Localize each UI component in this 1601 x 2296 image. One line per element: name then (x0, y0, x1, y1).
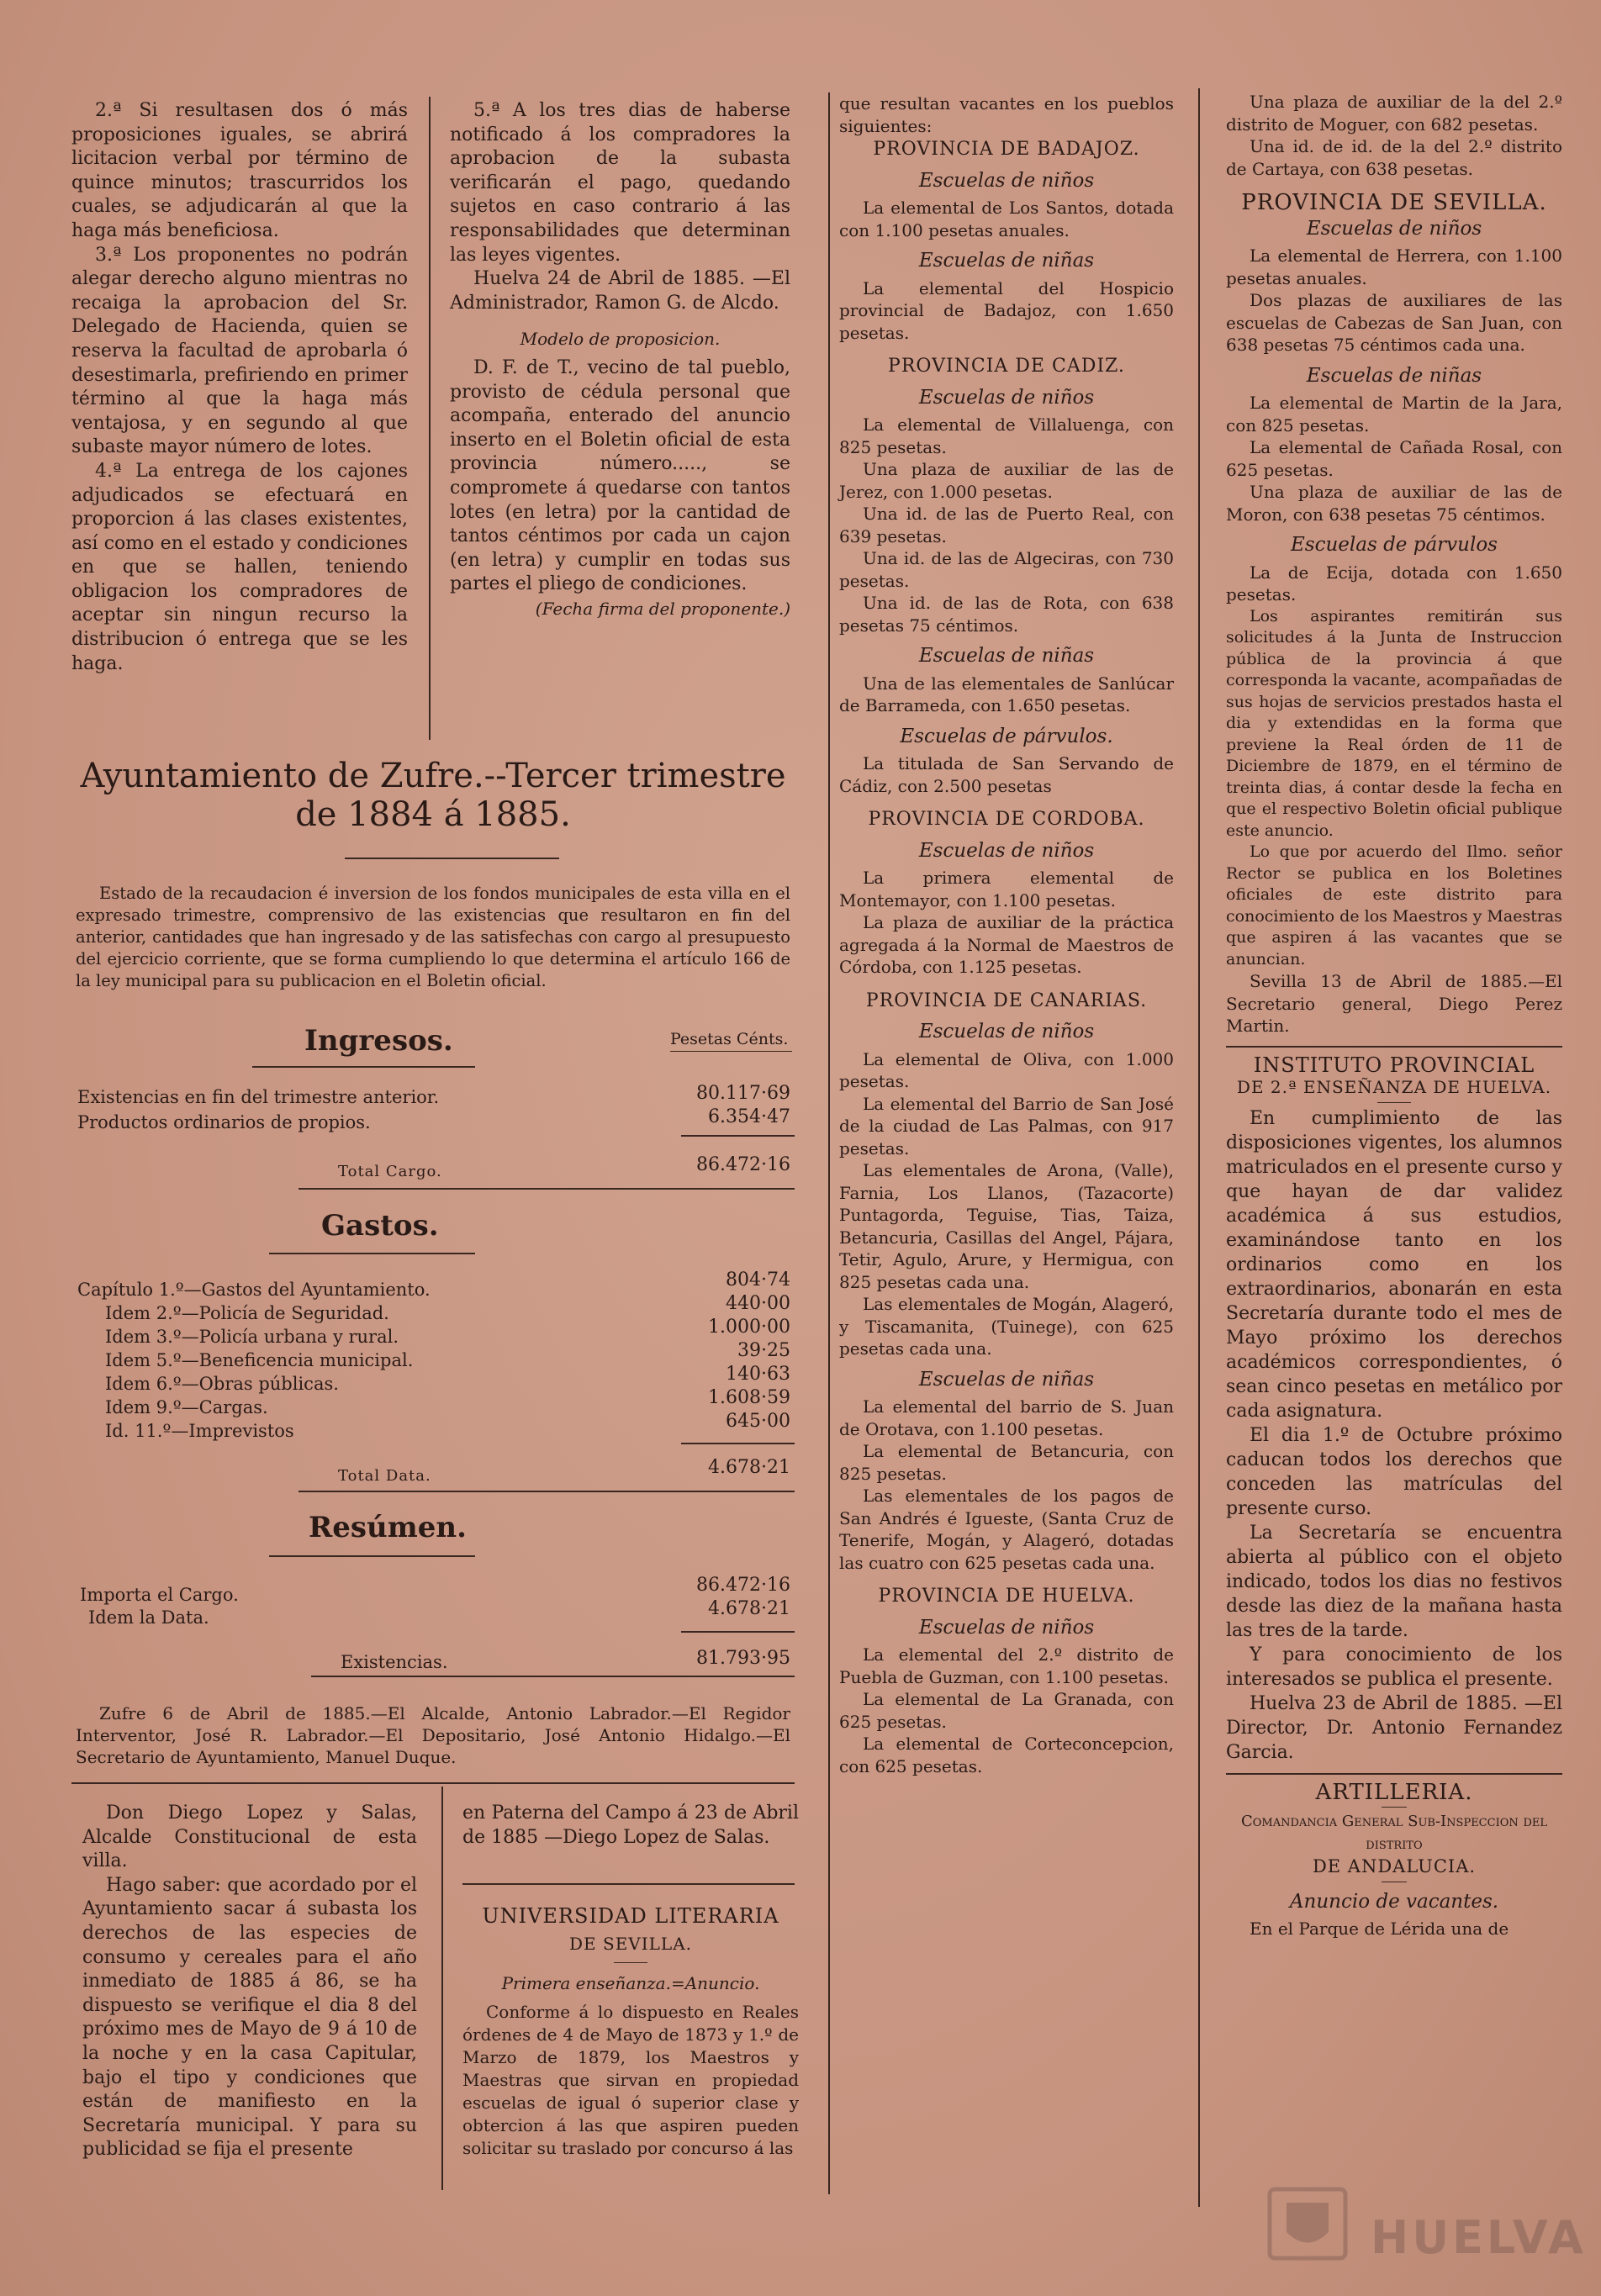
ingresos-value-1: 80.117·69 (696, 1083, 790, 1104)
condition-2: 2.ª Si resultasen dos ó más proposiciones iguales, se abrirá licitacion verbal por término de quince minutos; trascurridos los cuales, se adjudicarán al que la haga más beneficiosa. (71, 100, 408, 241)
gastos-underline (269, 1253, 475, 1254)
universidad-text: Conforme á lo dispuesto en Reales órdenes de 4 de Mayo de 1873 y 1.º de Marzo de 1879, los Maestros y Maestras que sirvan en propiedad escuelas de igual ó superior clase y obtercion á las que aspiren pueden solicitar su traslado por concurso á las (462, 2001, 799, 2158)
artilleria-anuncio: Anuncio de vacantes. (1289, 1890, 1499, 1913)
section-escuelas-ninas: Escuelas de niñas (918, 1368, 1095, 1391)
vacancies-intro: que resultan vacantes en los pueblos siguientes: (839, 93, 1174, 136)
artilleria-district: DE ANDALUCIA. (1312, 1856, 1477, 1876)
section-escuelas-ninos: Escuelas de niños (918, 1616, 1095, 1639)
section-escuelas-ninos: Escuelas de niños (918, 1021, 1095, 1042)
gastos-row-5: Idem 6.º—Obras públicas. (105, 1374, 339, 1394)
sum-rule (681, 1135, 795, 1137)
alcalde-heading: Don Diego Lopez y Salas, Alcalde Constitucional de esta villa. (82, 1802, 417, 1872)
signature-administrador: Huelva 24 de Abril de 1885. —El Administrador, Ramon G. de Alcdo. (450, 268, 790, 314)
sum-rule (681, 1631, 795, 1633)
zufre-footer: Zufre 6 de Abril de 1885.—El Alcalde, Antonio Labrador.—El Regidor Interventor, José R. Labrador.—El Depositario, José Antonio Hidalgo.—El Secretario de Ayuntamiento, Manuel Duque. (76, 1703, 790, 1767)
ingresos-row-2: Productos ordinarios de propios. (77, 1112, 371, 1132)
total-rule (299, 1491, 795, 1492)
province-sevilla: PROVINCIA DE SEVILLA. (1241, 190, 1547, 215)
province-cordoba: PROVINCIA DE CORDOBA. (868, 809, 1145, 830)
gastos-row-6: Idem 9.º—Cargas. (105, 1397, 268, 1417)
section-escuelas-ninos: Escuelas de niños (1306, 217, 1482, 240)
watermark-text: HUELVA (1371, 2211, 1587, 2264)
condition-3: 3.ª Los proponentes no podrán alegar derecho alguno mientras no recaiga la aprobacion del Sr. Delegado de Hacienda, quien se reserva la facultad de aprobarla ó desestimarla, prefiriendo en primer término al que la haga más ventajosa, y en segundo al que subaste mayor número de lotes. (71, 244, 408, 458)
gastos-value-2: 440·00 (726, 1293, 790, 1314)
province-huelva: PROVINCIA DE HUELVA. (878, 1586, 1135, 1607)
gastos-value-6: 1.608·59 (708, 1387, 790, 1408)
model-text: D. F. de T., vecino de tal pueblo, provisto de cédula personal que acompaña, enterado del anuncio inserto en el Boletin oficial de esta provincia número....., se compromete á quedarse con tantos lotes (en letra) por la cantidad de tantos céntimos por cada un cajon (en letra) y cumplir en todas sus partes el pliego de condiciones. (450, 356, 790, 595)
province-cadiz: PROVINCIA DE CADIZ. (888, 356, 1125, 377)
rule (614, 1962, 647, 1963)
rule (1382, 1807, 1407, 1808)
universidad-subtitle: DE SEVILLA. (569, 1933, 692, 1954)
model-title: Modelo de proposicion. (520, 329, 721, 350)
section-rule (1226, 1046, 1562, 1048)
instituto-subtitle: DE 2.ª ENSEÑANZA DE HUELVA. (1236, 1077, 1552, 1097)
total-rule (311, 1676, 795, 1677)
section-escuelas-parvulos: Escuelas de párvulos (1291, 534, 1498, 556)
column-divider (441, 1787, 443, 2190)
resumen-underline (269, 1555, 475, 1557)
column-1-conditions (71, 99, 408, 676)
ingresos-value-2: 6.354·47 (708, 1106, 790, 1127)
paterna-edict (82, 1802, 417, 2162)
sum-rule (681, 1443, 795, 1444)
instituto-title: INSTITUTO PROVINCIAL (1253, 1053, 1535, 1077)
column-3-vacancies: que resultan vacantes en los pueblos siguientes: PROVINCIA DE BADAJOZ. Escuelas de niños La elemental de Los Santos, dotada con 1.100 pesetas anuales. Escuelas de niñas La elemental del Hospicio provincial de Badajoz, con 1.650 pesetas. PROVINCIA DE CADIZ. Escuelas de niños La elemental de Villaluenga, con 825 pesetas. Una plaza de auxiliar de las de Jerez, con 1.000 pesetas. Una id. de las de Puerto Real, con 639 pesetas. Una id. de las de Algeciras, con 730 pesetas. Una id. de las de Rota, con 638 pesetas 75 céntimos. Escuelas de niñas Una de las elementales de Sanlúcar de Barrameda, con 1.650 pesetas. Escuelas de párvulos. La titulada de San Servando de Cádiz, con 2.500 pesetas PROVINCIA DE CORDOBA. Escuelas de niños La primera elemental de Montemayor, con 1.100 pesetas. La plaza de auxiliar de la práctica agregada á la Normal de Maestros de Córdoba, con 1.125 pesetas. PROVINCIA DE CANARIAS. Escuelas de niños La elemental de Oliva, con 1.000 pesetas. La elemental del Barrio de San José de la ciudad de Las Palmas, con 917 pesetas. Las elementales de Arona, (Valle), Farnia, Los Llanos, (Tazacorte) Puntagorda, Teguise, Tias, Taiza, Betancuria, Casillas del Angel, Pájara, Tetir, Agulo, Arure, y Hermigua, con 825 pesetas cada una. Las elementales de Mogán, Alageró, y Tiscamanita, (Tuinege), con 625 pesetas cada una. Escuelas de niñas La elemental del barrio de S. Juan de Orotava, con 1.100 pesetas. La elemental de Betancuria, con 825 pesetas. Las elementales de los pagos de San Andrés é Igueste, (Santa Cruz de Tenerife, Mogán, y Alageró, dotadas las cuatro con 625 pesetas cada una. PROVINCIA DE HUELVA. Escuelas de niños La elemental del 2.º distrito de Puebla de Guzman, con 1.100 pesetas. La elemental de La Granada, con 625 pesetas. La elemental de Corteconcepcion, con 625 pesetas. (839, 93, 1174, 1776)
gastos-row-3: Idem 3.º—Policía urbana y rural. (105, 1327, 399, 1347)
total-cargo-label: Total Cargo. (338, 1163, 442, 1180)
resumen-row-1: Importa el Cargo. (80, 1585, 239, 1605)
resumen-value-2: 4.678·21 (708, 1598, 790, 1619)
edict-text: Hago saber: que acordado por el Ayuntamiento sacar á subasta los derechos de las especies de consumo y cereales para el año inmediato de 1885 á 86, se ha dispuesto se verifique el dia 8 del próximo mes de Mayo de 9 á 10 de la noche y en la casa Capitular, bajo el tipo y condiciones que están de manifiesto en la Secretaría municipal. Y para su publicidad se fija el presente (82, 1874, 417, 2161)
ingresos-underline (252, 1066, 475, 1068)
paterna-continued: en Paterna del Campo á 23 de Abril de 1885 —Diego Lopez de Salas. (462, 1802, 799, 1848)
artilleria-title: ARTILLERIA. (1315, 1779, 1473, 1805)
ingresos-title: Ingresos. (304, 1024, 453, 1058)
universidad-notice (462, 1897, 799, 2160)
shield-icon (1261, 2186, 1354, 2262)
universidad-title: UNIVERSIDAD LITERARIA (482, 1904, 779, 1928)
total-data-value: 4.678·21 (708, 1457, 790, 1478)
section-escuelas-parvulos: Escuelas de párvulos. (900, 725, 1113, 747)
gastos-row-4: Idem 5.º—Beneficencia municipal. (105, 1350, 414, 1370)
column-4-vacancies: Una plaza de auxiliar de la del 2.º distrito de Moguer, con 682 pesetas. Una id. de id. de la del 2.º distrito de Cartaya, con 638 pesetas. PROVINCIA DE SEVILLA. Escuelas de niños La elemental de Herrera, con 1.100 pesetas anuales. Dos plazas de auxiliares de las escuelas de Cabezas de San Juan, con 638 pesetas 75 céntimos cada una. Escuelas de niñas La elemental de Martin de la Jara, con 825 pesetas. La elemental de Cañada Rosal, con 625 pesetas. Una plaza de auxiliar de las de Moron, con 638 pesetas 75 céntimos. Escuelas de párvulos La de Ecija, dotada con 1.650 pesetas. Los aspirantes remitirán sus solicitudes á la Junta de Instruccion pública de la provincia á que corresponda la vacante, acompañadas de sus hojas de servicios prestados hasta el dia y extendidas en la forma que previene la Real órden de 11 de Diciembre de 1879, en el término de treinta dias, á contar desde la fecha en que el respectivo Boletin oficial publique este anuncio. Lo que por acuerdo del Ilmo. señor Rector se publica en los Boletines oficiales de este distrito para conocimiento de los Maestros y Maestras que aspiren á las vacantes que se anuncian. Sevilla 13 de Abril de 1885.—El Secretario general, Diego Perez Martin. INSTITUTO PROVINCIAL DE 2.ª ENSEÑANZA DE HUELVA. En cumplimiento de las disposiciones vigentes, los alumnos matriculados en el presente curso y que hayan de dar validez académica á sus estudios, examinándose tanto en los ordinarios como en los extraordinarios, abonarán en esta Secretaría durante todo el mes de Mayo próximo los derechos académicos correspondientes, ó sean cinco pesetas en metálico por cada asignatura. El dia 1.º de Octubre próximo caducan todos los derechos que conceden las matrículas del presente curso. La Secretaría se encuentra abierta al público con el objeto indicado, todos los dias no festivos desde las diez de la mañana hasta las tres de la tarde. Y para conocimiento de los interesados se publica el presente. Huelva 23 de Abril de 1885. —El Director, Dr. Antonio Fernandez Garcia. ARTILLERIA. Comandancia General Sub-Inspeccion del distrito DE ANDALUCIA. Anuncio de vacantes. En el Parque de Lérida una de (1226, 92, 1562, 1939)
artilleria-subtitle: Comandancia General Sub-Inspeccion del distrito (1240, 1813, 1548, 1853)
total-data-label: Total Data. (338, 1467, 431, 1485)
section-escuelas-ninas: Escuelas de niñas (918, 645, 1095, 667)
artilleria-text: En el Parque de Lérida una de (1250, 1919, 1509, 1939)
column-divider (828, 92, 830, 2194)
gastos-value-1: 804·74 (726, 1269, 790, 1291)
zufre-title: Ayuntamiento de Zufre.--Tercer trimestre de 1884 á 1885. (80, 757, 786, 834)
condition-4: 4.ª La entrega de los cajones adjudicados se efectuará en proporcion á las clases existentes, así como en el estado y condiciones en que se hallen, teniendo obligacion los compradores de aceptar sin ningun recurso la distribucion ó entrega que se les haga. (71, 460, 408, 674)
column-2-conditions (450, 99, 790, 620)
archive-watermark (1261, 2186, 1587, 2264)
section-rule (1226, 1773, 1562, 1775)
section-escuelas-ninos: Escuelas de niños (918, 839, 1095, 862)
total-cargo-value: 86.472·16 (696, 1154, 790, 1175)
instituto-signature: Huelva 23 de Abril de 1885. —El Director, Dr. Antonio Fernandez Garcia. (1226, 1692, 1562, 1763)
section-rule (462, 1883, 795, 1885)
gastos-value-4: 39·25 (737, 1340, 790, 1361)
resumen-title: Resúmen. (309, 1511, 467, 1544)
gastos-row-1: Capítulo 1.º—Gastos del Ayuntamiento. (77, 1280, 431, 1300)
province-canarias: PROVINCIA DE CANARIAS. (865, 990, 1148, 1011)
resumen-row-2: Idem la Data. (88, 1607, 209, 1628)
province-badajoz: PROVINCIA DE BADAJOZ. (873, 139, 1140, 160)
total-rule (299, 1188, 795, 1190)
ingresos-row-1: Existencias en fin del trimestre anterior. (77, 1087, 440, 1107)
section-rule (71, 1782, 795, 1784)
rule (1377, 1102, 1411, 1103)
column-divider (429, 97, 431, 740)
universidad-anuncio: Primera enseñanza.=Anuncio. (501, 1973, 760, 1994)
column-divider (1198, 88, 1200, 2207)
section-escuelas-ninos: Escuelas de niños (918, 386, 1095, 409)
title-rule (345, 858, 559, 859)
gastos-title: Gastos. (321, 1209, 439, 1243)
zufre-intro: Estado de la recaudacion é inversion de los fondos municipales de esta villa en el expresado trimestre, comprensivo de las existencias que resultaron en fin del anterior, cantidades que han ingresado y de las satisfechas con cargo al presupuesto del ejercicio corriente, que se forma cumpliendo lo que determina el artículo 166 de la ley municipal para su publicacion en el Boletin oficial. (76, 884, 790, 990)
gastos-row-7: Id. 11.º—Imprevistos (105, 1421, 294, 1441)
existencias-label: Existencias. (341, 1652, 448, 1672)
resumen-value-1: 86.472·16 (696, 1575, 790, 1596)
section-escuelas-ninos: Escuelas de niños (918, 169, 1095, 192)
gastos-value-3: 1.000·00 (708, 1317, 790, 1338)
section-escuelas-ninas: Escuelas de niñas (1306, 364, 1482, 387)
condition-5: 5.ª A los tres dias de haberse notificado á los compradores la aprobacion de la subasta verificarán el pago, quedando sujetos en caso contrario á las responsabilidades que determinan las leyes vigentes. (450, 100, 790, 266)
gastos-value-5: 140·63 (726, 1364, 790, 1385)
section-escuelas-ninas: Escuelas de niñas (918, 250, 1095, 272)
model-signature: (Fecha firma del proponente.) (535, 598, 790, 619)
column-header: Pesetas Cénts. (670, 1030, 789, 1048)
header-underline (670, 1051, 792, 1052)
gastos-value-7: 645·00 (726, 1411, 790, 1432)
gastos-row-2: Idem 2.º—Policía de Seguridad. (105, 1303, 389, 1323)
sevilla-signature: Sevilla 13 de Abril de 1885.—El Secretario general, Diego Perez Martin. (1226, 971, 1562, 1036)
existencias-value: 81.793·95 (696, 1648, 790, 1669)
